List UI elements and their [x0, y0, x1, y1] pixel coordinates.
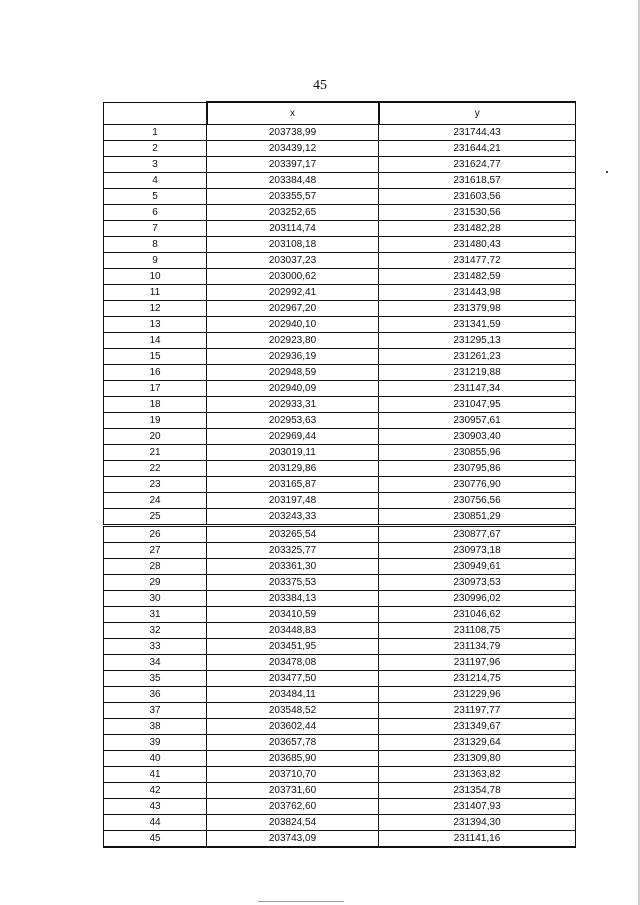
row-index: 43 [104, 799, 207, 815]
y-value: 231349,67 [379, 719, 576, 735]
x-value: 203710,70 [207, 767, 379, 783]
x-value: 203129,86 [207, 461, 379, 477]
y-value: 231295,13 [379, 333, 576, 349]
y-value: 231341,59 [379, 317, 576, 333]
table-row [104, 461, 576, 477]
row-index: 16 [104, 365, 207, 381]
y-value: 231482,59 [379, 269, 576, 285]
row-index: 45 [104, 831, 207, 848]
x-value: 203114,74 [207, 221, 379, 237]
x-value: 203762,60 [207, 799, 379, 815]
table-body [104, 125, 576, 848]
table-row [104, 173, 576, 189]
x-value: 203478,08 [207, 655, 379, 671]
y-value: 230877,67 [379, 526, 576, 543]
y-value: 231624,77 [379, 157, 576, 173]
x-value: 202936,19 [207, 349, 379, 365]
table-row [104, 703, 576, 719]
row-index: 39 [104, 735, 207, 751]
x-value: 203397,17 [207, 157, 379, 173]
x-value: 202933,31 [207, 397, 379, 413]
x-value: 203602,44 [207, 719, 379, 735]
table-row [104, 125, 576, 141]
y-value: 231147,34 [379, 381, 576, 397]
table-row [104, 751, 576, 767]
x-value: 203548,52 [207, 703, 379, 719]
y-value: 230776,90 [379, 477, 576, 493]
table-row [104, 719, 576, 735]
table-row [104, 687, 576, 703]
x-value: 202948,59 [207, 365, 379, 381]
table-row [104, 783, 576, 799]
row-index: 24 [104, 493, 207, 509]
table-row [104, 381, 576, 397]
table-row [104, 397, 576, 413]
row-index: 12 [104, 301, 207, 317]
table-row [104, 671, 576, 687]
row-index: 19 [104, 413, 207, 429]
header-index [104, 102, 207, 125]
row-index: 40 [104, 751, 207, 767]
y-value: 231618,57 [379, 173, 576, 189]
table-row [104, 477, 576, 493]
table-row [104, 157, 576, 173]
row-index: 18 [104, 397, 207, 413]
y-value: 231379,98 [379, 301, 576, 317]
table-row [104, 526, 576, 543]
row-index: 34 [104, 655, 207, 671]
table-row [104, 253, 576, 269]
scan-speck [606, 171, 608, 173]
x-value: 203410,59 [207, 607, 379, 623]
row-index: 27 [104, 543, 207, 559]
y-value: 231229,96 [379, 687, 576, 703]
y-value: 231363,82 [379, 767, 576, 783]
y-value: 231354,78 [379, 783, 576, 799]
row-index: 36 [104, 687, 207, 703]
x-value: 203477,50 [207, 671, 379, 687]
x-value: 203355,57 [207, 189, 379, 205]
x-value: 203384,13 [207, 591, 379, 607]
table-row [104, 831, 576, 848]
x-value: 203439,12 [207, 141, 379, 157]
table-row [104, 493, 576, 509]
table-row [104, 413, 576, 429]
row-index: 2 [104, 141, 207, 157]
y-value: 231603,56 [379, 189, 576, 205]
scan-line [258, 901, 344, 902]
table-row [104, 317, 576, 333]
row-index: 9 [104, 253, 207, 269]
x-value: 203165,87 [207, 477, 379, 493]
row-index: 8 [104, 237, 207, 253]
row-index: 4 [104, 173, 207, 189]
row-index: 37 [104, 703, 207, 719]
x-value: 203738,99 [207, 125, 379, 141]
row-index: 1 [104, 125, 207, 141]
row-index: 7 [104, 221, 207, 237]
table-row [104, 221, 576, 237]
table-row [104, 815, 576, 831]
x-value: 203243,33 [207, 509, 379, 526]
header-y: y [379, 102, 576, 125]
coordinates-table [103, 101, 576, 848]
x-value: 203731,60 [207, 783, 379, 799]
x-value: 203384,48 [207, 173, 379, 189]
y-value: 231197,96 [379, 655, 576, 671]
row-index: 28 [104, 559, 207, 575]
table-row [104, 301, 576, 317]
row-index: 13 [104, 317, 207, 333]
y-value: 231141,16 [379, 831, 576, 848]
row-index: 41 [104, 767, 207, 783]
x-value: 202923,80 [207, 333, 379, 349]
x-value: 203019,11 [207, 445, 379, 461]
table-row [104, 799, 576, 815]
x-value: 203037,23 [207, 253, 379, 269]
table-row [104, 237, 576, 253]
y-value: 231407,93 [379, 799, 576, 815]
table-header-row [104, 102, 576, 125]
x-value: 203265,54 [207, 526, 379, 543]
row-index: 38 [104, 719, 207, 735]
y-value: 230973,18 [379, 543, 576, 559]
y-value: 231309,80 [379, 751, 576, 767]
y-value: 231046,62 [379, 607, 576, 623]
y-value: 231197,77 [379, 703, 576, 719]
row-index: 42 [104, 783, 207, 799]
x-value: 203252,65 [207, 205, 379, 221]
x-value: 202967,20 [207, 301, 379, 317]
y-value: 231329,64 [379, 735, 576, 751]
row-index: 20 [104, 429, 207, 445]
y-value: 230855,96 [379, 445, 576, 461]
table-row [104, 543, 576, 559]
table-row [104, 333, 576, 349]
row-index: 26 [104, 526, 207, 543]
row-index: 10 [104, 269, 207, 285]
table-row [104, 655, 576, 671]
y-value: 230996,02 [379, 591, 576, 607]
x-value: 203451,95 [207, 639, 379, 655]
row-index: 3 [104, 157, 207, 173]
table-row [104, 189, 576, 205]
row-index: 35 [104, 671, 207, 687]
table-row [104, 349, 576, 365]
y-value: 231480,43 [379, 237, 576, 253]
x-value: 202953,63 [207, 413, 379, 429]
row-index: 6 [104, 205, 207, 221]
y-value: 231744,43 [379, 125, 576, 141]
y-value: 231108,75 [379, 623, 576, 639]
y-value: 231477,72 [379, 253, 576, 269]
table-row [104, 509, 576, 526]
row-index: 22 [104, 461, 207, 477]
table-row [104, 735, 576, 751]
y-value: 230795,86 [379, 461, 576, 477]
y-value: 230851,29 [379, 509, 576, 526]
row-index: 5 [104, 189, 207, 205]
row-index: 17 [104, 381, 207, 397]
x-value: 202992,41 [207, 285, 379, 301]
table-row [104, 205, 576, 221]
x-value: 203448,83 [207, 623, 379, 639]
y-value: 230957,61 [379, 413, 576, 429]
x-value: 202969,44 [207, 429, 379, 445]
page-number: 45 [313, 78, 327, 93]
table-row [104, 141, 576, 157]
row-index: 11 [104, 285, 207, 301]
y-value: 231214,75 [379, 671, 576, 687]
x-value: 203657,78 [207, 735, 379, 751]
x-value: 203108,18 [207, 237, 379, 253]
y-value: 231261,23 [379, 349, 576, 365]
table-row [104, 575, 576, 591]
x-value: 203325,77 [207, 543, 379, 559]
row-index: 33 [104, 639, 207, 655]
table-row [104, 429, 576, 445]
table-row [104, 767, 576, 783]
y-value: 231047,95 [379, 397, 576, 413]
table-row [104, 591, 576, 607]
x-value: 203484,11 [207, 687, 379, 703]
y-value: 230949,61 [379, 559, 576, 575]
row-index: 25 [104, 509, 207, 526]
x-value: 203824,54 [207, 815, 379, 831]
x-value: 203197,48 [207, 493, 379, 509]
table-row [104, 445, 576, 461]
x-value: 203743,09 [207, 831, 379, 848]
row-index: 32 [104, 623, 207, 639]
y-value: 231644,21 [379, 141, 576, 157]
y-value: 231530,56 [379, 205, 576, 221]
table-row [104, 607, 576, 623]
x-value: 202940,10 [207, 317, 379, 333]
x-value: 202940,09 [207, 381, 379, 397]
y-value: 231394,30 [379, 815, 576, 831]
row-index: 31 [104, 607, 207, 623]
table-row [104, 639, 576, 655]
x-value: 203361,30 [207, 559, 379, 575]
y-value: 230903,40 [379, 429, 576, 445]
row-index: 29 [104, 575, 207, 591]
x-value: 203000,62 [207, 269, 379, 285]
x-value: 203375,53 [207, 575, 379, 591]
table-row [104, 365, 576, 381]
y-value: 231219,88 [379, 365, 576, 381]
y-value: 230973,53 [379, 575, 576, 591]
y-value: 231482,28 [379, 221, 576, 237]
row-index: 30 [104, 591, 207, 607]
row-index: 44 [104, 815, 207, 831]
y-value: 231134,79 [379, 639, 576, 655]
row-index: 14 [104, 333, 207, 349]
row-index: 23 [104, 477, 207, 493]
row-index: 15 [104, 349, 207, 365]
header-x: x [207, 102, 379, 125]
table-row [104, 623, 576, 639]
y-value: 231443,98 [379, 285, 576, 301]
table-row [104, 559, 576, 575]
x-value: 203685,90 [207, 751, 379, 767]
table-row [104, 269, 576, 285]
table-row [104, 285, 576, 301]
row-index: 21 [104, 445, 207, 461]
y-value: 230756,56 [379, 493, 576, 509]
